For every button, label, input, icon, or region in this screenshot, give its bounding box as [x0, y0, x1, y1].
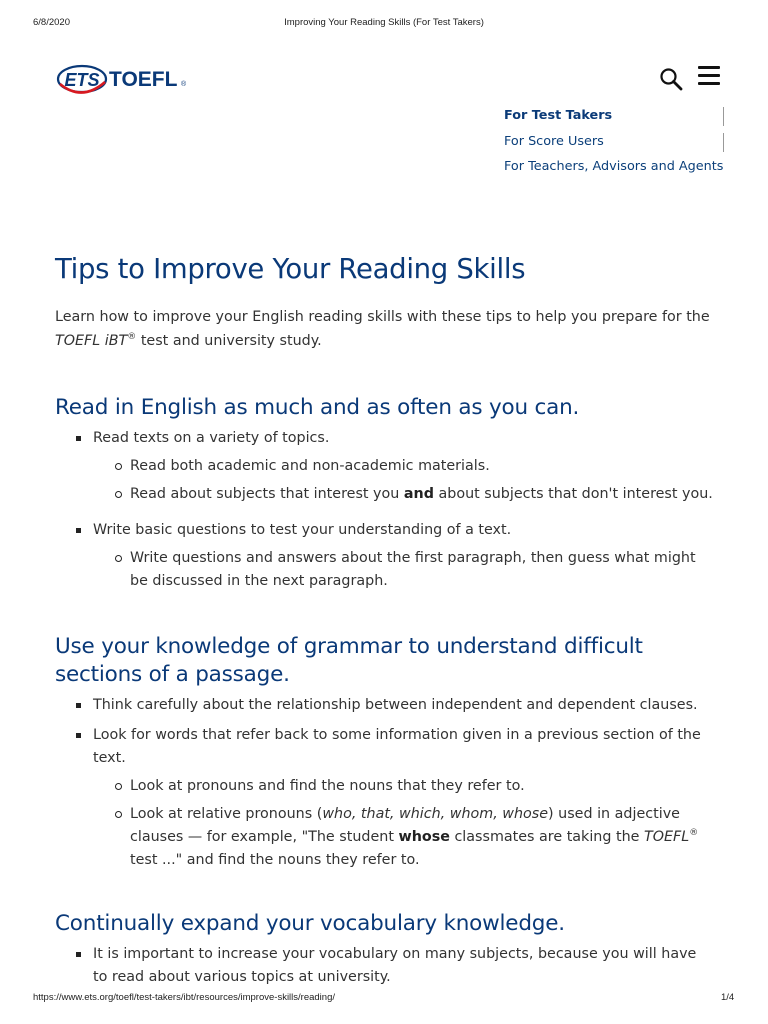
list-item-text: Read texts on a variety of topics.	[93, 430, 330, 446]
italic-pronouns: who, that, which, whom, whose	[322, 806, 549, 822]
list-item	[55, 724, 715, 872]
section-heading-vocabulary: Continually expand your vocabulary knowledge.	[55, 911, 565, 936]
emphasis: whose	[398, 829, 450, 845]
brand-name: TOEFL	[644, 829, 690, 845]
section-3-list	[55, 943, 715, 989]
intro-text: Learn how to improve your English reading skills with these tips to help you prepare for the	[55, 309, 710, 325]
sub-item-text: Read about subjects that interest you	[130, 486, 404, 502]
ets-toefl-logo[interactable]	[55, 58, 190, 100]
sub-item-text: Look at relative pronouns (	[130, 806, 323, 822]
list-item	[55, 519, 715, 593]
sub-list-item: Write questions and answers about the first paragraph, then guess what might be discussed in the next paragraph.	[93, 547, 715, 593]
intro-paragraph	[55, 305, 715, 353]
menu-bar	[698, 74, 720, 77]
sub-list	[93, 547, 715, 593]
nav-for-teachers-advisors-agents[interactable]: For Teachers, Advisors and Agents	[504, 159, 724, 174]
sub-item-text: classmates are taking the	[449, 829, 644, 845]
list-item: It is important to increase your vocabulary on many subjects, because you will have to read about various topics at university.	[55, 943, 715, 989]
menu-bar	[698, 82, 720, 85]
logo-ets-text: ETS	[64, 70, 100, 90]
section-2-list	[55, 694, 715, 872]
intro-text-end: test and university study.	[136, 333, 322, 349]
page-title: Tips to Improve Your Reading Skills	[55, 253, 526, 285]
menu-icon[interactable]	[698, 66, 720, 86]
sub-list-item	[93, 483, 715, 506]
main-content	[55, 250, 715, 989]
nav-for-test-takers[interactable]: For Test Takers	[504, 106, 726, 132]
nav-for-score-users[interactable]: For Score Users	[504, 132, 726, 158]
sub-list	[93, 775, 715, 872]
sub-list-item: Read both academic and non-academic materials.	[93, 455, 715, 478]
print-header	[0, 17, 768, 31]
sub-item-text: about subjects that don't interest you.	[433, 486, 713, 502]
sub-item-text: ) used in adjective clauses — for example, "The student	[130, 806, 680, 845]
print-title: Improving Your Reading Skills (For Test Takers)	[284, 17, 484, 28]
section-heading-grammar: Use your knowledge of grammar to understand difficult sections of a passage.	[55, 634, 643, 687]
print-date: 6/8/2020	[33, 17, 70, 28]
intro-reg-mark: ®	[127, 332, 137, 343]
sub-list	[93, 455, 715, 506]
menu-bar	[698, 66, 720, 69]
sub-item-text: test ..." and find the nouns they refer to.	[130, 852, 420, 868]
section-1-list	[55, 427, 715, 593]
section-heading-read-in-english: Read in English as much and as often as you can.	[55, 395, 580, 420]
sub-list-item	[93, 803, 715, 872]
list-item: Think carefully about the relationship between independent and dependent clauses.	[55, 694, 715, 717]
intro-brand: TOEFL iBT	[55, 333, 128, 349]
page-number: 1/4	[721, 992, 735, 1003]
print-url: https://www.ets.org/toefl/test-takers/ibt/resources/improve-skills/reading/	[33, 992, 336, 1003]
list-item-text: Write basic questions to test your understanding of a text.	[93, 522, 512, 538]
list-item	[55, 427, 715, 506]
audience-nav	[504, 106, 726, 183]
print-footer	[0, 992, 768, 1006]
emphasis: and	[403, 486, 434, 502]
sub-list-item: Look at pronouns and find the nouns that they refer to.	[93, 775, 715, 798]
reg-mark: ®	[689, 828, 699, 839]
logo-toefl-text: TOEFL	[109, 68, 178, 91]
search-icon[interactable]	[659, 67, 683, 91]
logo-reg-mark: ®	[181, 81, 187, 88]
list-item-text: Look for words that refer back to some information given in a previous section of the text.	[93, 727, 701, 766]
